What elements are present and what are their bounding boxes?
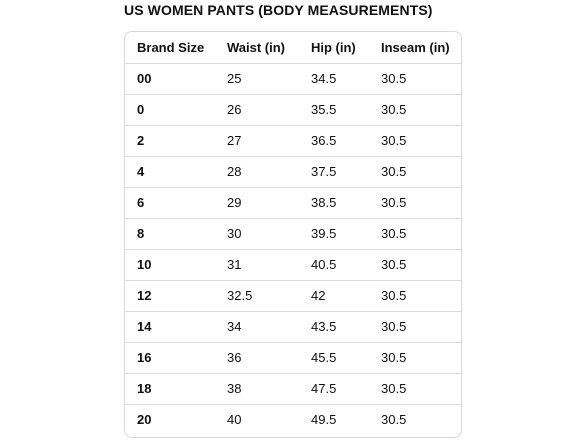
brand-size-cell: 20 — [137, 412, 152, 428]
waist-cell: 29 — [227, 195, 242, 210]
table-row — [125, 125, 461, 156]
header-brand-size: Brand Size — [137, 39, 205, 55]
waist-cell: 38 — [227, 381, 242, 396]
table-body — [125, 63, 461, 435]
brand-size-cell: 10 — [137, 257, 152, 272]
inseam-cell: 30.5 — [381, 133, 407, 148]
waist-cell: 26 — [227, 102, 242, 117]
waist-cell: 27 — [227, 133, 242, 148]
table-row — [125, 342, 461, 373]
inseam-cell: 30.5 — [381, 71, 407, 86]
waist-cell: 25 — [227, 71, 242, 86]
hip-cell: 45.5 — [311, 350, 337, 365]
inseam-cell: 30.5 — [381, 164, 407, 179]
table-row — [125, 218, 461, 249]
hip-cell: 36.5 — [311, 133, 337, 148]
table-row — [125, 63, 461, 94]
inseam-cell: 30.5 — [381, 102, 407, 117]
size-chart-table — [125, 32, 461, 435]
header-hip: Hip (in) — [311, 39, 356, 55]
waist-cell: 31 — [227, 257, 242, 272]
inseam-cell: 30.5 — [381, 350, 407, 365]
waist-cell: 36 — [227, 350, 242, 365]
table-row — [125, 156, 461, 187]
table-header-row — [125, 32, 461, 63]
hip-cell: 40.5 — [311, 257, 337, 272]
size-chart-title: US WOMEN PANTS (BODY MEASUREMENTS) — [124, 2, 433, 18]
brand-size-cell: 00 — [137, 71, 152, 86]
inseam-cell: 30.5 — [381, 412, 407, 428]
inseam-cell: 30.5 — [381, 288, 407, 303]
brand-size-cell: 16 — [137, 350, 152, 365]
hip-cell: 38.5 — [311, 195, 337, 210]
brand-size-cell: 4 — [137, 164, 145, 179]
inseam-cell: 30.5 — [381, 319, 407, 334]
header-waist: Waist (in) — [227, 39, 286, 55]
table-row — [125, 249, 461, 280]
inseam-cell: 30.5 — [381, 257, 407, 272]
hip-cell: 34.5 — [311, 71, 337, 86]
hip-cell: 49.5 — [311, 412, 337, 428]
hip-cell: 42 — [311, 288, 326, 303]
brand-size-cell: 2 — [137, 133, 145, 148]
table-row — [125, 280, 461, 311]
header-inseam: Inseam (in) — [381, 39, 450, 55]
waist-cell: 40 — [227, 412, 242, 428]
hip-cell: 47.5 — [311, 381, 337, 396]
brand-size-cell: 12 — [137, 288, 152, 303]
brand-size-cell: 8 — [137, 226, 145, 241]
table-row — [125, 311, 461, 342]
waist-cell: 32.5 — [227, 288, 253, 303]
waist-cell: 28 — [227, 164, 242, 179]
hip-cell: 35.5 — [311, 102, 337, 117]
inseam-cell: 30.5 — [381, 195, 407, 210]
brand-size-cell: 6 — [137, 195, 145, 210]
hip-cell: 39.5 — [311, 226, 337, 241]
brand-size-cell: 14 — [137, 319, 152, 334]
hip-cell: 37.5 — [311, 164, 337, 179]
waist-cell: 34 — [227, 319, 242, 334]
hip-cell: 43.5 — [311, 319, 337, 334]
table-row — [125, 94, 461, 125]
inseam-cell: 30.5 — [381, 226, 407, 241]
inseam-cell: 30.5 — [381, 381, 407, 396]
table-row — [125, 404, 461, 435]
brand-size-cell: 18 — [137, 381, 152, 396]
table-row — [125, 187, 461, 218]
brand-size-cell: 0 — [137, 102, 145, 117]
waist-cell: 30 — [227, 226, 242, 241]
size-chart-table-container — [124, 31, 462, 438]
table-row — [125, 373, 461, 404]
